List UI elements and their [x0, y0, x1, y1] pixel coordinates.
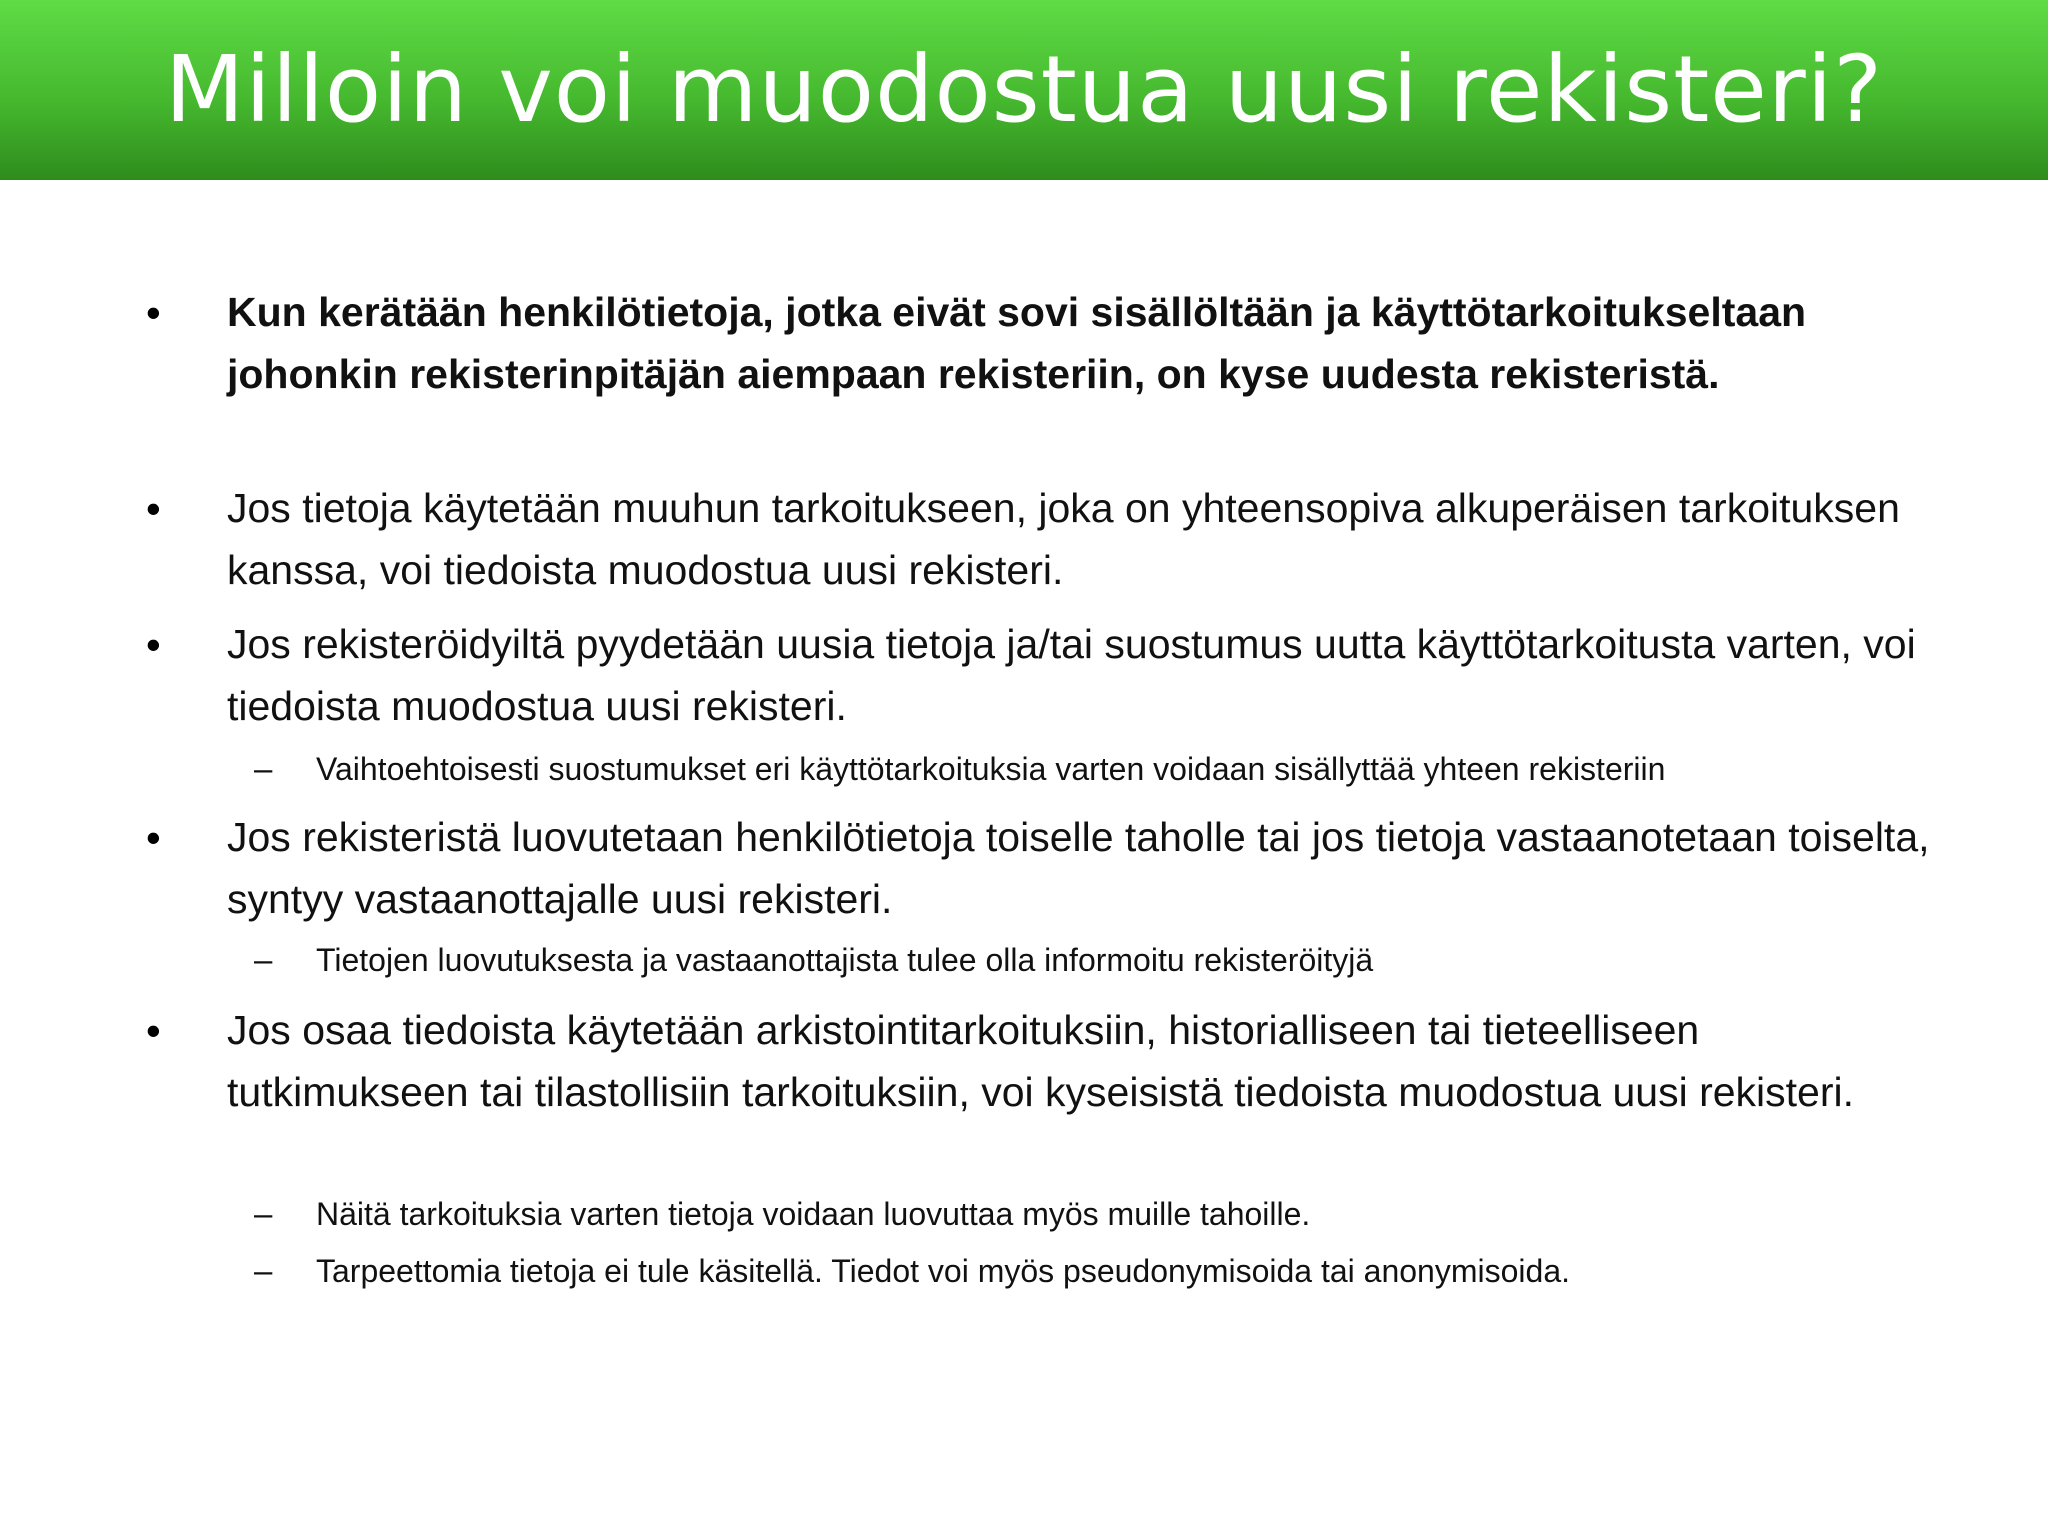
bullet-item-5: Jos osaa tiedoista käytetään arkistointitarkoituksiin, historialliseen tai tieteelliseen tutkimukseen tai tilastollisiin tarkoituksiin, voi kyseisistä tiedoista muodostua uusi rekisteri.	[227, 1007, 1855, 1115]
bullet-icon: •	[146, 485, 161, 532]
bullet-icon: •	[146, 1007, 161, 1054]
sub-item-5-2: Tarpeettomia tietoja ei tule käsitellä. Tiedot voi myös pseudonymisoida tai anonymisoida.	[316, 1253, 1570, 1289]
sub-item-3-1: Vaihtoehtoisesti suostumukset eri käyttötarkoituksia varten voidaan sisällyttää yhteen rekisteriin	[316, 751, 1666, 787]
bullet-item-3: Jos rekisteröidyiltä pyydetään uusia tietoja ja/tai suostumus uutta käyttötarkoitusta varten, voi tiedoista muodostua uusi rekisteri.	[227, 621, 1916, 729]
bullet-icon: •	[146, 621, 161, 668]
dash-icon: –	[254, 941, 273, 978]
dash-icon: –	[254, 1252, 273, 1289]
bullet-item-2: Jos tietoja käytetään muuhun tarkoitukseen, joka on yhteensopiva alkuperäisen tarkoituksen kanssa, voi tiedoista muodostua uusi rekisteri.	[227, 485, 1900, 593]
dash-icon: –	[254, 750, 273, 787]
bullet-item-4: Jos rekisteristä luovutetaan henkilötietoja toiselle taholle tai jos tietoja vastaanotetaan toiselta, syntyy vastaanottajalle uusi rekisteri.	[227, 814, 1930, 922]
slide-title: Milloin voi muodostua uusi rekisteri?	[164, 36, 1884, 143]
sub-item-4-1: Tietojen luovutuksesta ja vastaanottajista tulee olla informoitu rekisteröityjä	[316, 942, 1374, 978]
bullet-item-1: Kun kerätään henkilötietoja, jotka eivät sovi sisällöltään ja käyttötarkoitukseltaan johonkin rekisterinpitäjän aiempaan rekisteriin, on kyse uudesta rekisteristä.	[227, 289, 1807, 397]
dash-icon: –	[254, 1195, 273, 1232]
bullet-icon: •	[146, 289, 161, 336]
sub-item-5-1: Näitä tarkoituksia varten tietoja voidaan luovuttaa myös muille tahoille.	[316, 1196, 1311, 1232]
bullet-icon: •	[146, 814, 161, 861]
